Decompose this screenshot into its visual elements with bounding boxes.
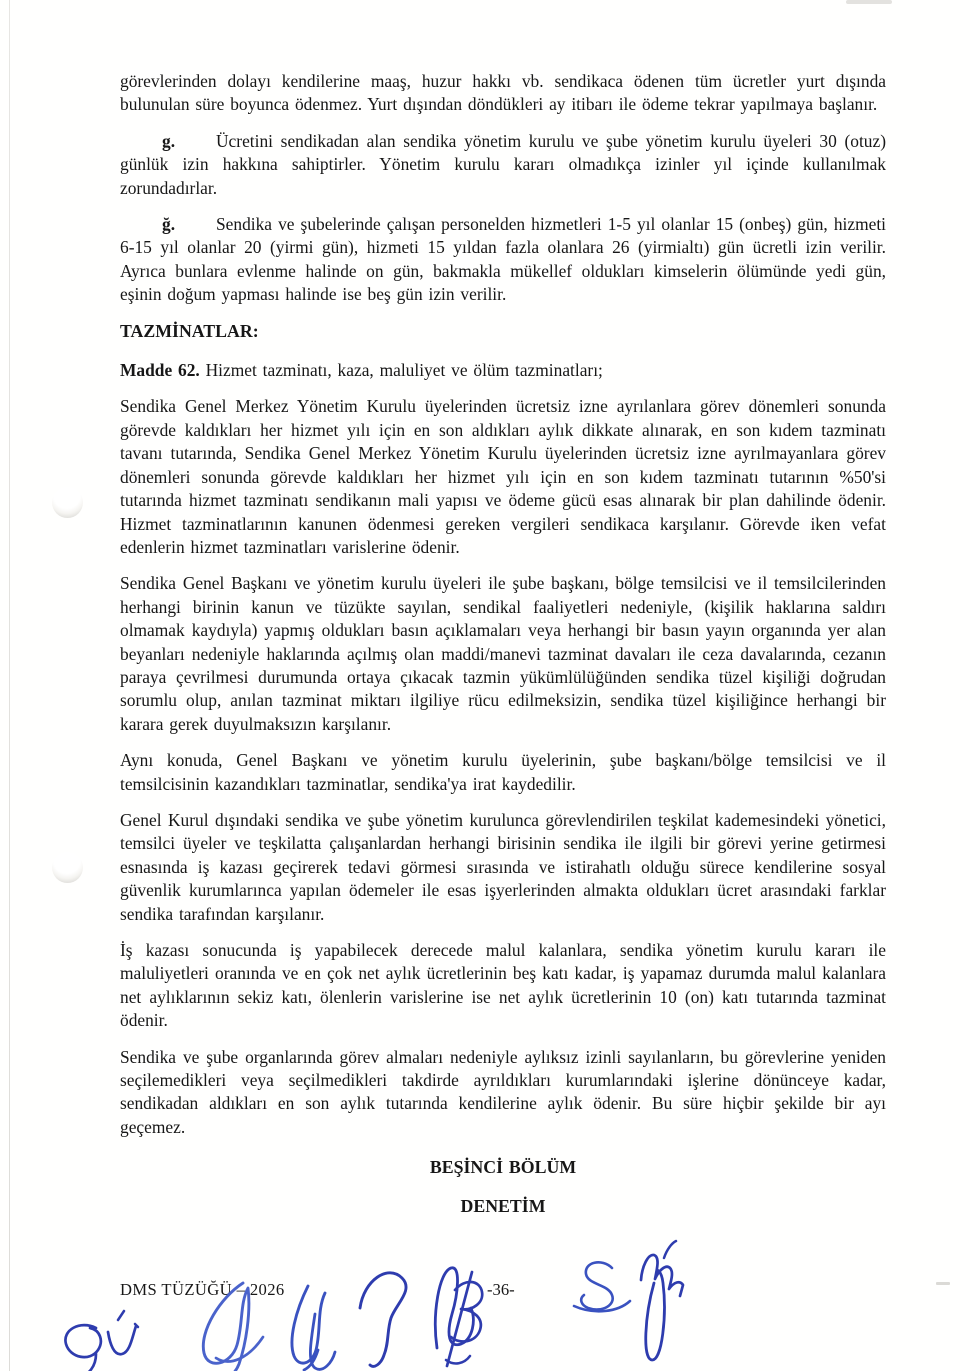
- punch-hole-bottom: [52, 852, 83, 883]
- signature-7: [641, 1241, 683, 1360]
- punch-hole-top: [52, 487, 83, 518]
- clause-g-text: Ücretini sendikadan alan sendika yönetim kurulu ve şube yönetim kurulu üyeleri 30 (otuz) günlük izin hakkına sahiptirler. Yönetim kurulu kararı olmadıkça izinler yıl içinde kullanılmak zorundadırlar.: [120, 130, 886, 198]
- chapter-title: DENETİM: [460, 1195, 546, 1216]
- document-body: [120, 70, 886, 1218]
- clause-g: [120, 130, 886, 200]
- signature-3: [292, 1286, 335, 1370]
- clause-gbreve-text: Sendika ve şubelerinde çalışan personelden hizmetleri 1-5 yıl olanlar 15 (onbeş) gün, hizmeti 6-15 yıl olanlar 20 (yirmi gün), hizmeti 15 yıldan fazla olanlara 26 (yirmialtı) gün ücretli izin verilir. Ayrıca bunlara evlenme halinde on gün, bakmakla mükellef oldukları kimselerin ölümünde yedi gün, eşinin doğum yapması halinde ise beş gün izin verilir.: [120, 214, 886, 305]
- scan-artifact-top: [846, 0, 892, 4]
- paragraph-work-accident-care: Genel Kurul dışındaki sendika ve şube yönetim kurulunca görevlendirilen teşkilat kademesindeki yönetici, temsilci üyeler ve teşkilatta çalışanlardan herhangi birisinin sendika ile ilgili bir görevi yerine getirmesi esnasında iş kazası geçirerek tedavi görmesi sırasında ve istirahatlı olduğu sürece kendilerine sosyal güvenlik kurumlarınca yapılan ödemeler ile esas işyerlerinden almakta oldukları ücret arasındaki farklar sendika tarafından karşılanır.: [120, 809, 886, 924]
- paragraph-awarded-damages: Aynı konuda, Genel Başkanı ve yönetim kurulu üyelerinin, şube başkanı/bölge temsilcisi ve il temsilcisinin kazandıkları tazminatlar, sendika'ya irat kaydedilir.: [120, 750, 886, 794]
- signature-4: [360, 1273, 406, 1367]
- clause-g-label: g.: [162, 130, 176, 151]
- scan-artifact-footer: [936, 1282, 950, 1285]
- signature-1: [65, 1311, 138, 1371]
- article-madde-62: [120, 359, 886, 382]
- footer-doc-label: DMS TÜZÜĞÜ – 2026: [120, 1280, 285, 1299]
- article-madde-62-text: Hizmet tazminatı, kaza, maluliyet ve ölüm tazminatları;: [205, 360, 603, 381]
- paragraph-intro-continuation: görevlerinden dolayı kendilerine maaş, huzur hakkı vb. sendikaca ödenen tüm ücretler yurt dışında bulunulan süre boyunca ödenmez. Yurt dışından döndükleri ay itibarı ile ödeme tekrar yapılmaya başlanır.: [120, 71, 886, 115]
- section-heading-tazminatlar: TAZMİNATLAR:: [120, 320, 259, 341]
- signature-6: [574, 1262, 630, 1311]
- paragraph-unpaid-leave: Sendika ve şube organlarında görev almaları nedeniyle aylıksız izinli sayılanların, bu görevlerine yeniden seçilemedikleri veya seçilmedikleri takdirde ayrıldıkları kurumlarındaki işlerine dönünceye kadar, sendikadan aldıkları en son aylık tutarında kendilerine aylık ödenir. Bu süre hiçbir şekilde bir ayı geçemez.: [120, 1046, 886, 1137]
- clause-gbreve: [120, 213, 886, 307]
- paragraph-service-compensation: Sendika Genel Merkez Yönetim Kurulu üyelerinden ücretsiz izne ayrılanlara görev dönemleri sonunda görevde kaldıkları her hizmet yılı için en son aldıkları aylık dikkate alınarak, en son kıdem tazminatı tavanı tutarında, Sendika Genel Merkez Yönetim Kurulu üyelerinden ücretsiz izne ayrılmayanlara görev dönemleri sonunda görevde kaldıkları her hizmet yılı için en son kıdem tazminatı tutarının %50'si tutarında hizmet tazminatı sendikanın mali yapısı ve ödeme gücü esas alınarak bir plan dahilinde ödenir. Hizmet tazminatlarının kanunen ödenmesi gereken vergileri sendikaca karşılanır. Görevde iken vefat edenlerin hizmet tazminatları varislerine ödenir.: [120, 396, 886, 557]
- paragraph-disability-compensation: İş kazası sonucunda iş yapabilecek derecede malul kalanlara, sendika yönetim kurulu kararı ile maluliyetleri oranında ve en çok net aylık ücretlerinin beş katı kadar, iş yapamaz durumda malul kalanlara net aylıklarının sekiz katı, ölenlerin varislerine ise net aylık ücretlerinin 10 (on) katı tutarında tazminat ödenir.: [120, 940, 886, 1031]
- page-number: -36-: [487, 1280, 515, 1299]
- clause-gbreve-label: ğ.: [162, 214, 176, 235]
- scan-edge-line: [9, 0, 10, 1371]
- paragraph-press-liability: Sendika Genel Başkanı ve yönetim kurulu üyeleri ile şube başkanı, bölge temsilcisi ve il temsilcilerinden herhangi birinin kanun ve tüzükte sayılan, sendikal faaliyetleri nedeniyle, (kişilik haklarına saldırı olmamak kaydıyla) yapmış oldukları basın açıklamaları veya herhangi bir basın yayın organında yer alan beyanları nedeniyle haklarında açılmış olan maddi/manevi tazminat davaları ile ceza davalarında, cezanın paraya çevrilmesi durumunda ortaya çıkacak tazmin yükümlülüğünden sendika tüzel kişiliği doğrudan sorumlu olup, anılan tazminat miktarı ilgiliye rücu edilmeksizin, sendika tüzel kişiliğince herhangi bir karara gerek duyulmaksızın karşılanır.: [120, 573, 886, 734]
- signature-5: [435, 1268, 482, 1366]
- article-madde-62-label: Madde 62.: [120, 360, 200, 381]
- chapter-heading: BEŞİNCİ BÖLÜM: [429, 1157, 577, 1178]
